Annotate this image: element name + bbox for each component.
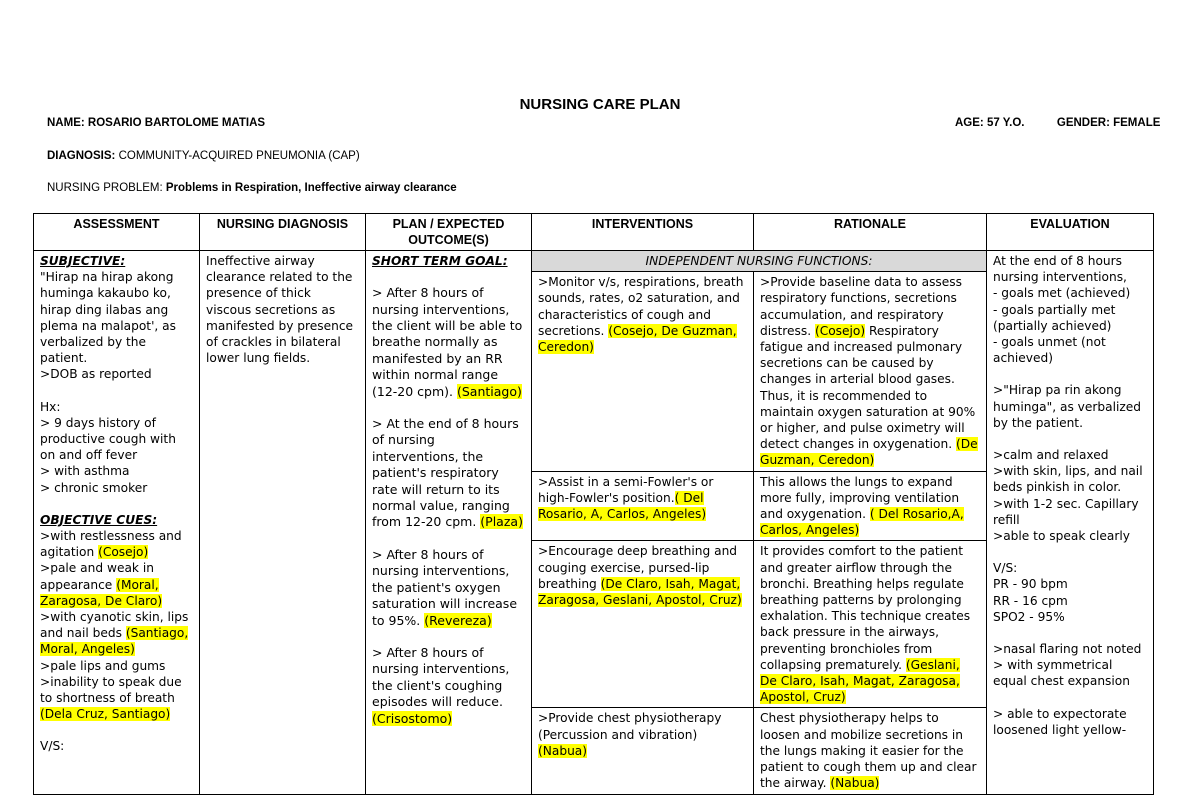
evaluation-cue: >with 1-2 sec. Capillary refill	[993, 496, 1139, 527]
objective-cue: >inability to speak due to shortness of breath (Dela Cruz, Santiago)	[40, 674, 182, 722]
evaluation-option: - goals unmet (not achieved)	[993, 335, 1106, 366]
citation-highlight: (Crisostomo)	[372, 710, 453, 726]
citation-highlight: (De Guzman, Ceredon)	[760, 437, 978, 468]
evaluation-cue: >calm and relaxed	[993, 448, 1109, 463]
intervention-cell: >Monitor v/s, respirations, breath sounds, rates, o2 saturation, and characteristics of cough and secretions. (Cosejo, De Guzman, Ceredon)	[532, 272, 754, 471]
citation-highlight: (Dela Cruz, Santiago)	[40, 707, 171, 722]
table-header-row	[34, 214, 1154, 251]
goal-item: > After 8 hours of nursing interventions, the patient's oxygen saturation will increase to 95%. (Revereza)	[372, 546, 518, 628]
independent-functions-banner: INDEPENDENT NURSING FUNCTIONS:	[532, 251, 987, 272]
evaluation-option: - goals partially met (partially achieved)	[993, 302, 1116, 333]
citation-highlight: (Cosejo)	[98, 545, 149, 560]
evaluation-vs-label: V/S:	[993, 561, 1018, 576]
citation-highlight: (Moral, Zaragosa, De Claro)	[40, 577, 163, 608]
col-header-assessment: ASSESSMENT	[34, 214, 200, 251]
evaluation-intro: At the end of 8 hours nursing interventions,	[993, 254, 1127, 285]
citation-highlight: ( Del Rosario, A, Carlos, Angeles)	[538, 490, 707, 522]
citation-highlight: (Santiago, Moral, Angeles)	[40, 626, 189, 657]
goal-item: > After 8 hours of nursing interventions, the client's coughing episodes will reduce. (Crisostomo)	[372, 644, 510, 726]
problem-label: NURSING PROBLEM:	[47, 182, 163, 194]
table-row	[34, 251, 1154, 272]
rationale-cell: Chest physiotherapy helps to loosen and mobilize secretions in the lungs making it easier for the patient to cough them up and clear the airway. (Nabua)	[754, 708, 987, 794]
age-label: AGE:	[955, 117, 984, 129]
history-item: > 9 days history of productive cough with on and off fever	[40, 415, 176, 463]
col-header-interventions: INTERVENTIONS	[532, 214, 754, 251]
medical-diagnosis: COMMUNITY-ACQUIRED PNEUMONIA (CAP)	[118, 150, 360, 162]
assessment-cell	[34, 251, 200, 795]
evaluation-cue: > with symmetrical equal chest expansion	[993, 658, 1130, 689]
col-header-diagnosis: NURSING DIAGNOSIS	[200, 214, 366, 251]
short-term-goal-label: SHORT TERM GOAL:	[372, 254, 508, 268]
objective-cue: >pale and weak in appearance (Moral, Zaragosa, De Claro)	[40, 561, 163, 608]
nursing-problem: Problems in Respiration, Ineffective airway clearance	[165, 182, 457, 194]
citation-highlight: (Nabua)	[830, 776, 880, 791]
name-label: NAME:	[47, 117, 85, 129]
goal-item: > After 8 hours of nursing interventions, the client will be able to breathe normally as manifested by an RR within normal range (12-20 cpm). (Santiago)	[372, 285, 523, 399]
rationale-cell: >Provide baseline data to assess respiratory functions, secretions accumulation, and respiratory distress. (Cosejo) Respiratory fatigue and increased pulmonary secretions can be caused by changes in arterial blood gases. Thus, it is recommended to maintain oxygen saturation at 90% or higher, and pulse oximetry will detect changes in oxygenation. (De Guzman, Ceredon)	[754, 272, 987, 471]
diagnosis-line	[47, 150, 360, 162]
objective-label: OBJECTIVE CUES:	[40, 512, 158, 527]
evaluation-cue: >with skin, lips, and nail beds pinkish in color.	[993, 464, 1143, 495]
evaluation-spo2: SPO2 - 95%	[993, 609, 1065, 624]
subjective-label: SUBJECTIVE:	[40, 254, 126, 268]
citation-highlight: (Plaza)	[480, 514, 523, 530]
objective-cue: >pale lips and gums	[40, 658, 166, 673]
evaluation-quote: >"Hirap pa rin akong huminga", as verbalized by the patient.	[993, 383, 1142, 430]
intervention-cell: >Provide chest physiotherapy (Percussion and vibration) (Nabua)	[532, 708, 754, 794]
evaluation-option: - goals met (achieved)	[993, 286, 1131, 301]
evaluation-rr: RR - 16 cpm	[993, 593, 1068, 608]
goal-item: > At the end of 8 hours of nursing interventions, the patient's respiratory rate will return to its normal value, ranging from 12-20 cpm. (Plaza)	[372, 416, 523, 530]
citation-highlight: (De Claro, Isah, Magat, Zaragosa, Geslani, Apostol, Cruz)	[538, 576, 742, 608]
citation-highlight: (Nabua)	[538, 743, 588, 758]
rationale-cell: It provides comfort to the patient and greater airflow through the bronchi. Breathing helps regulate breathing patterns by prolonging exhalation. This technique creates back pressure in the airways, preventing bronchioles from collapsing prematurely. (Geslani, De Claro, Isah, Magat, Zaragosa, Apostol, Cruz)	[754, 541, 987, 708]
objective-cue: >with restlessness and agitation (Cosejo)	[40, 529, 182, 560]
objective-cue: >with cyanotic skin, lips and nail beds (Santiago, Moral, Angeles)	[40, 610, 189, 657]
evaluation-cell	[987, 251, 1154, 795]
plan-cell	[366, 251, 532, 795]
evaluation-cue: >able to speak clearly	[993, 529, 1130, 544]
evaluation-pr: PR - 90 bpm	[993, 577, 1068, 592]
rationale-cell: This allows the lungs to expand more fully, improving ventilation and oxygenation. ( Del Rosario,A, Carlos, Angeles)	[754, 471, 987, 541]
nursing-diagnosis-cell: Ineffective airway clearance related to the presence of thick viscous secretions as manifested by presence of crackles in bilateral lower lung fields.	[200, 251, 366, 795]
evaluation-cue: >nasal flaring not noted	[993, 642, 1142, 657]
patient-age: 57 Y.O.	[986, 117, 1025, 129]
citation-highlight: (Revereza)	[424, 612, 492, 628]
history-item: > chronic smoker	[40, 480, 148, 495]
diagnosis-label: DIAGNOSIS:	[47, 150, 116, 162]
col-header-evaluation: EVALUATION	[987, 214, 1154, 251]
care-plan-table	[33, 213, 1154, 795]
patient-name-line	[47, 117, 265, 129]
citation-highlight: (Cosejo)	[814, 323, 866, 338]
citation-highlight: (Cosejo, De Guzman, Ceredon)	[538, 323, 737, 355]
col-header-rationale: RATIONALE	[754, 214, 987, 251]
evaluation-cue: > able to expectorate loosened light yellow-	[993, 706, 1127, 737]
col-header-plan: PLAN / EXPECTED OUTCOME(S)	[366, 214, 532, 251]
document-title: NURSING CARE PLAN	[519, 96, 681, 113]
vital-signs-label: V/S:	[40, 739, 65, 754]
citation-highlight: ( Del Rosario,A, Carlos, Angeles)	[760, 507, 964, 538]
subjective-quote: "Hirap na hirap akong huminga kakaubo ko, hirap ding ilabas ang plema na malapot', as verbalized by the patient.	[40, 270, 176, 366]
gender-label: GENDER:	[1056, 117, 1110, 129]
patient-age-line	[955, 117, 1160, 129]
problem-line	[47, 182, 457, 194]
history-label: Hx:	[40, 399, 61, 414]
intervention-cell: >Assist in a semi-Fowler's or high-Fowler's position.( Del Rosario, A, Carlos, Angeles)	[532, 471, 754, 541]
intervention-cell: >Encourage deep breathing and couging exercise, pursed-lip breathing (De Claro, Isah, Magat, Zaragosa, Geslani, Apostol, Cruz)	[532, 541, 754, 708]
citation-highlight: (Santiago)	[456, 383, 522, 399]
citation-highlight: (Geslani, De Claro, Isah, Magat, Zaragosa, Apostol, Cruz)	[760, 657, 960, 705]
history-item: > with asthma	[40, 464, 130, 479]
patient-gender: FEMALE	[1113, 117, 1161, 129]
patient-name: ROSARIO BARTOLOME MATIAS	[87, 117, 266, 129]
dob-note: >DOB as reported	[40, 367, 152, 382]
